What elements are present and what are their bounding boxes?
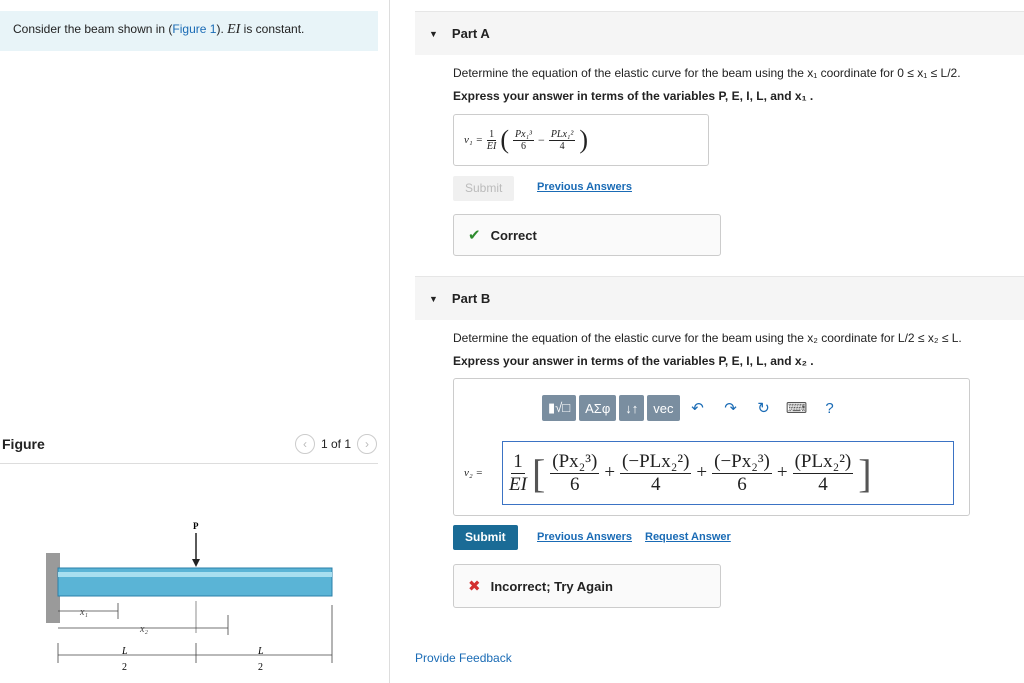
- divider: [0, 463, 378, 464]
- reset-icon[interactable]: ↻: [757, 400, 770, 417]
- math-toolbar: [542, 395, 845, 421]
- greek-button[interactable]: AΣφ: [579, 395, 616, 421]
- vec-button[interactable]: vec: [647, 395, 679, 421]
- right-panel: [415, 0, 1024, 683]
- x2-label: x₂: [140, 624, 148, 635]
- caret-down-icon: ▼: [429, 293, 438, 304]
- problem-statement: Consider the beam shown in (Figure 1). EI is constant.: [0, 11, 378, 51]
- svg-text:L: L: [122, 646, 128, 657]
- help-icon[interactable]: ?: [825, 399, 834, 417]
- part-a-instruction: Express your answer in terms of the variables P, E, I, L, and x₁ .: [453, 89, 814, 103]
- undo-icon[interactable]: ↶: [691, 400, 704, 417]
- part-a-header[interactable]: ▼ Part A: [415, 11, 1024, 55]
- figure-title: Figure: [2, 436, 45, 452]
- part-a-feedback: ✔ Correct: [453, 214, 721, 256]
- figure-link[interactable]: Figure 1: [172, 22, 217, 36]
- redo-icon[interactable]: ↷: [724, 400, 737, 417]
- request-answer-link[interactable]: Request Answer: [645, 531, 731, 543]
- svg-text:2: 2: [122, 662, 127, 673]
- part-a-submit-button[interactable]: Submit: [453, 176, 514, 201]
- part-b-submit-button[interactable]: Submit: [453, 525, 518, 550]
- svg-text:L: L: [258, 646, 264, 657]
- caret-down-icon: ▼: [429, 28, 438, 39]
- prev-figure-button[interactable]: ‹: [295, 434, 315, 454]
- templates-button[interactable]: ▮√□: [542, 395, 576, 421]
- part-b-previous-answers-link[interactable]: Previous Answers: [537, 531, 632, 543]
- sort-arrows-button[interactable]: ↓↑: [619, 395, 644, 421]
- beam-figure: [38, 515, 348, 680]
- provide-feedback-link[interactable]: Provide Feedback: [415, 651, 512, 665]
- keyboard-icon[interactable]: ⌨: [785, 400, 808, 417]
- part-a-question: Determine the equation of the elastic curve for the beam using the x₁ coordinate for 0 ≤ x₁ ≤ L/2.: [453, 66, 961, 80]
- part-a-previous-answers-link[interactable]: Previous Answers: [537, 181, 632, 193]
- svg-text:2: 2: [258, 662, 263, 673]
- close-icon: ✖: [468, 578, 481, 595]
- part-b-feedback: ✖ Incorrect; Try Again: [453, 564, 721, 608]
- part-b-header[interactable]: ▼ Part B: [415, 276, 1024, 320]
- part-b-lhs: v₂ =: [464, 467, 483, 479]
- figure-page-count: 1 of 1: [320, 437, 351, 451]
- part-b-instruction: Express your answer in terms of the variables P, E, I, L, and x₂ .: [453, 354, 814, 368]
- part-a-answer-box: v₁ = $\frac{1}{EI}$ ( $\frac{\text{Px₁³}}{6}$ − $\frac{\text{PLx₁²}}{4}$ ): [453, 114, 709, 166]
- next-figure-button[interactable]: ›: [357, 434, 377, 454]
- load-label: P: [193, 521, 199, 531]
- part-b-question: Determine the equation of the elastic curve for the beam using the x₂ coordinate for L/2 ≤ x₂ ≤ L.: [453, 331, 962, 345]
- part-b-answer-box: [453, 378, 970, 516]
- checkmark-icon: ✔: [468, 227, 481, 244]
- x1-label: x₁: [80, 607, 88, 618]
- left-panel: [0, 0, 390, 683]
- figure-pager: [295, 434, 377, 454]
- part-b-answer-input[interactable]: $\frac{1}{EI}$ [ $\frac{\text{(Px₂³)}}{6}$ + $\frac{\text{(−PLx₂²)}}{4}$ + $\frac{\text{(−Px₂³)}}{6}$ + $\frac{\text{(PLx₂²)}}{4}$ ]: [502, 441, 954, 505]
